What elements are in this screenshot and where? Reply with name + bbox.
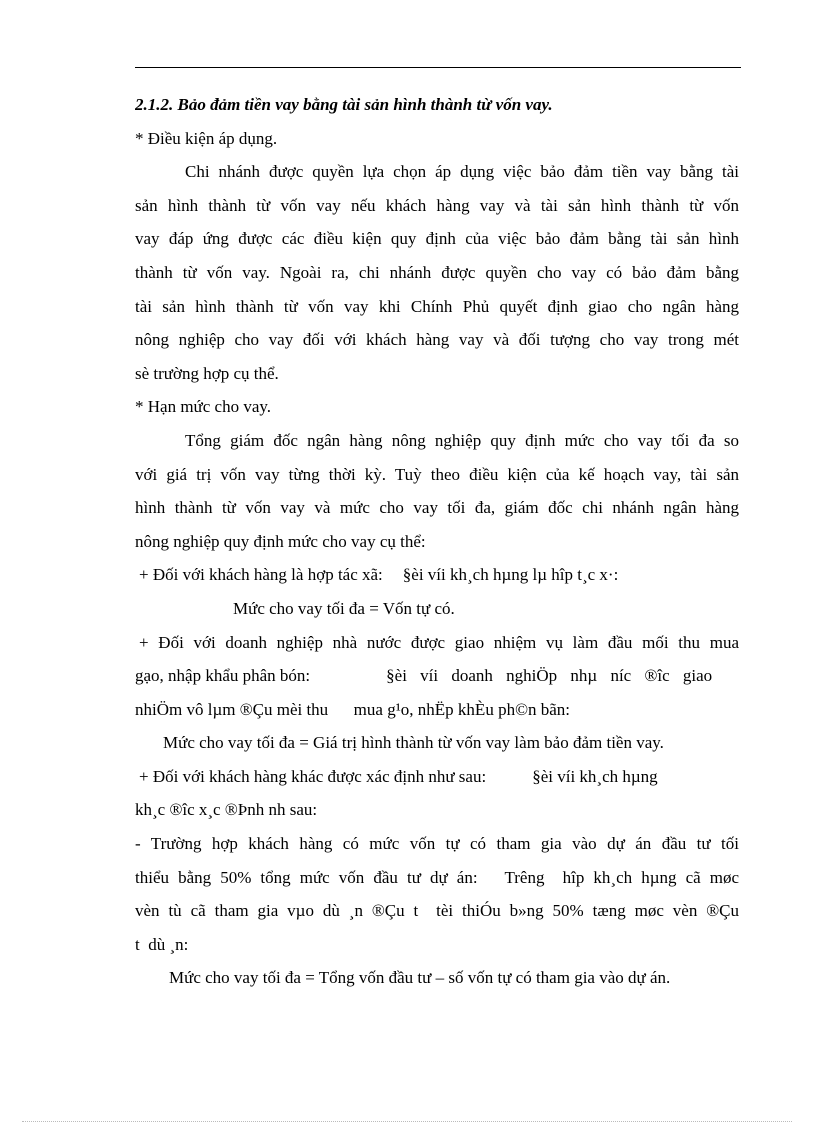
document-body <box>135 88 739 995</box>
item-text-legacy-encoding: §èi víi kh¸ch hµng <box>532 766 658 786</box>
paragraph-line: nông nghiệp cho vay đối với khách hàng vay và đối tượng cho vay trong mét <box>135 330 739 350</box>
formula-state-enterprise: Mức cho vay tối đa = Giá trị hình thành từ vốn vay làm bảo đảm tiền vay. <box>163 733 664 753</box>
paragraph-conditions <box>135 155 739 390</box>
item-line: gạo, nhập khẩu phân bón: <box>135 666 311 686</box>
item-line: vèn tù cã tham gia vµo dù ¸n ®Çu t tèi thiÓu b»ng 50% tæng møc vèn ®Çu <box>135 901 739 921</box>
item-line: + Đối với doanh nghiệp nhà nước được giao nhiệm vụ làm đầu mối thu mua <box>139 632 739 652</box>
section-heading: 2.1.2. Bảo đảm tiền vay bằng tài sản hình thành từ vốn vay. <box>135 95 553 114</box>
footer-rule <box>22 1121 792 1122</box>
paragraph-line: thành từ vốn vay. Ngoài ra, chi nhánh được quyền cho vay có bảo đảm bằng <box>135 262 739 282</box>
paragraph-line: vay đáp ứng được các điều kiện quy định của việc bảo đảm bằng tài sản hình <box>135 229 739 249</box>
paragraph-line: nông nghiệp quy định mức cho vay cụ thể: <box>135 531 426 551</box>
item-other-customers <box>135 760 739 827</box>
header-rule <box>135 67 741 68</box>
paragraph-line: sè trường hợp cụ thể. <box>135 363 279 383</box>
paragraph-line: hình thành từ vốn vay và mức cho vay tối đa, giám đốc chi nhánh ngân hàng <box>135 498 739 518</box>
item-case-equity <box>135 827 739 961</box>
paragraph-line: Tổng giám đốc ngân hàng nông nghiệp quy định mức cho vay tối đa so <box>185 430 739 450</box>
paragraph-loan-limit <box>135 424 739 558</box>
formula-case-equity: Mức cho vay tối đa = Tổng vốn đầu tư – số vốn tự có tham gia vào dự án. <box>169 968 671 988</box>
paragraph-line: tài sản hình thành từ vốn vay khi Chính Phủ quyết định giao cho ngân hàng <box>135 296 739 316</box>
formula-cooperative: Mức cho vay tối đa = Vốn tự có. <box>233 598 455 618</box>
item-cooperative <box>135 558 739 592</box>
item-line: - Trường hợp khách hàng có mức vốn tự có tham gia vào dự án đầu tư tối <box>135 834 739 854</box>
paragraph-line: với giá trị vốn vay từng thời kỳ. Tuỳ theo điều kiện của kế hoạch vay, tài sản <box>135 464 739 484</box>
item-line: t dù ¸n: <box>135 934 189 954</box>
paragraph-line: Chi nhánh được quyền lựa chọn áp dụng việc bảo đảm tiền vay bằng tài <box>185 162 739 182</box>
item-text: + Đối với khách hàng là hợp tác xã: <box>139 565 383 585</box>
item-text-legacy-encoding: kh¸c ®îc x¸c ®Þnh nh sau: <box>135 800 318 820</box>
item-text-legacy-encoding: §èi víi doanh nghiÖp nhµ níc ®îc giao <box>386 666 713 686</box>
item-line: thiểu bằng 50% tổng mức vốn đầu tư dự án: Trêng hîp kh¸ch hµng cã møc <box>135 867 739 887</box>
paragraph-line: sản hình thành từ vốn vay nếu khách hàng vay và tài sản hình thành từ vốn <box>135 195 739 215</box>
item-text-legacy-encoding: nhiÖm vô lµm ®Çu mèi thu mua g¹o, nhËp khÈu ph©n bãn: <box>135 699 571 719</box>
item-state-enterprise <box>135 626 739 727</box>
bullet-application-conditions: * Điều kiện áp dụng. <box>135 128 278 148</box>
bullet-loan-limit: * Hạn mức cho vay. <box>135 397 272 417</box>
item-line: + Đối với khách hàng khác được xác định như sau: <box>139 766 487 786</box>
item-text-legacy-encoding: §èi víi kh¸ch hµng lµ hîp t¸c x·: <box>402 565 619 585</box>
